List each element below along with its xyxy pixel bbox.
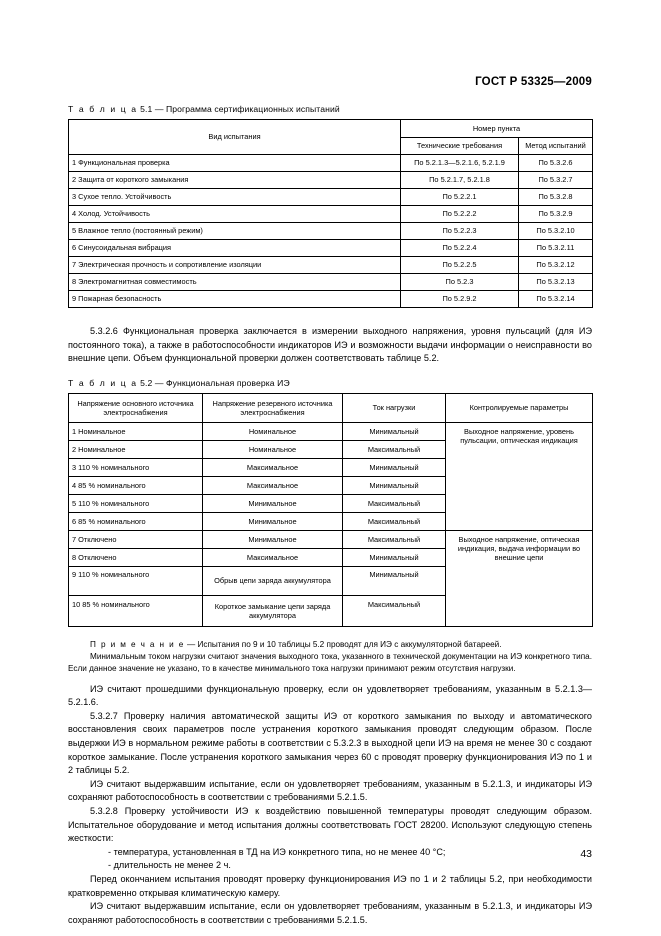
- table-5-1-cell-method: По 5.3.2.11: [519, 240, 593, 257]
- table-5-1-cell-name: 3 Сухое тепло. Устойчивость: [69, 189, 401, 206]
- table-5-2-caption-text: 5.2 — Функциональная проверка ИЭ: [137, 377, 290, 388]
- table-5-2-cell-main: 6 85 % номинального: [69, 512, 203, 530]
- table-row: [69, 291, 593, 308]
- table-5-2-cell-main: 5 110 % номинального: [69, 494, 203, 512]
- page-number: 43: [580, 848, 592, 860]
- table-5-1-cell-req: По 5.2.2.2: [401, 206, 519, 223]
- table-5-1-cell-req: По 5.2.2.1: [401, 189, 519, 206]
- paragraph-conclusion-3: ИЭ считают выдержавшим испытание, если он удовлетворяет требованиям, указанным в 5.2.1.3, и индикаторы ИЭ сохраняют работоспособность в соответствии с требованиями 5.2.1.5.: [68, 901, 592, 925]
- table-5-2-header-load-current: Ток нагрузки: [343, 393, 446, 422]
- table-5-2-cell-main: 4 85 % номинального: [69, 476, 203, 494]
- paragraph-before-end-of-test: Перед окончанием испытания проводят проверку функционирования ИЭ по 1 и 2 таблицы 5.2, при необходимости кратковременно открывая климатическую камеру.: [68, 873, 592, 898]
- table-5-2-cell-current: Максимальный: [343, 595, 446, 626]
- spacer: [68, 627, 592, 639]
- table-5-2-cell-current: Минимальный: [343, 566, 446, 595]
- table-5-1-cell-method: По 5.3.2.13: [519, 274, 593, 291]
- table-5-1-cell-name: 1 Функциональная проверка: [69, 155, 401, 172]
- spacer: [68, 308, 592, 325]
- table-5-2-cell-reserve: Короткое замыкание цепи заряда аккумулятора: [203, 595, 343, 626]
- table-row: [69, 530, 593, 548]
- table-5-1-cell-method: По 5.3.2.12: [519, 257, 593, 274]
- table-5-2-cell-current: Максимальный: [343, 494, 446, 512]
- table-5-1-cell-name: 4 Холод. Устойчивость: [69, 206, 401, 223]
- table-5-2-header-reserve-source: Напряжение резервного источника электроснабжения: [203, 393, 343, 422]
- table-5-2-body: [69, 422, 593, 626]
- table-5-2-cell-current: Минимальный: [343, 458, 446, 476]
- page-content: [68, 104, 592, 927]
- table-5-1-header-method: Метод испытаний: [519, 137, 593, 155]
- standard-header: ГОСТ Р 53325—2009: [475, 76, 592, 88]
- table-5-2-cell-current: Максимальный: [343, 530, 446, 548]
- table-5-2-header-row: [69, 393, 593, 422]
- table-5-1-head: [69, 120, 593, 155]
- table-5-1-cell-req: По 5.2.2.4: [401, 240, 519, 257]
- paragraph-5-3-2-6: 5.3.2.6 Функциональная проверка заключается в измерении выходного напряжения, уровня пульсаций (для ИЭ постоянного тока), а также в работоспособности индикаторов ИЭ и возможности выдачи информации о неисправности во внешние цепи. Объем функциональной проверки должен соответствовать таблице 5.2.: [68, 326, 592, 364]
- table-5-1-cell-req: По 5.2.3: [401, 274, 519, 291]
- table-5-2-header-params: Контролируемые параметры: [446, 393, 593, 422]
- table-5-2-header-main-source: Напряжение основного источника электроснабжения: [69, 393, 203, 422]
- paragraph-conclusion-2: ИЭ считают выдержавшим испытание, если он удовлетворяет требованиям, указанным в 5.2.1.3, и индикаторы ИЭ сохраняют работоспособность в соответствии с требованиями 5.2.1.5.: [68, 778, 592, 803]
- table-row: [69, 172, 593, 189]
- table-5-1-cell-method: По 5.3.2.14: [519, 291, 593, 308]
- table-5-1-cell-req: По 5.2.2.5: [401, 257, 519, 274]
- table-5-2-cell-reserve: Минимальное: [203, 530, 343, 548]
- table-5-1-header-row-1: [69, 120, 593, 138]
- table-row: [69, 274, 593, 291]
- paragraph-5-3-2-7: 5.3.2.7 Проверку наличия автоматической защиты ИЭ от короткого замыкания по выходу и автоматического восстановления своих параметров после устранения короткого замыкания проводят следующим образом. После выдержки ИЭ в нормальном режиме работы в соответствии с 5.3.2.3 в выходной цепи ИЭ на время не менее 30 с создают короткое замыкание. После устранения короткого замыкания через 60 с проводят проверку функционирования ИЭ по 1 и 2 таблицы 5.2.: [68, 710, 592, 776]
- table-5-1-body: [69, 155, 593, 308]
- table-5-2-cell-reserve: Максимальное: [203, 548, 343, 566]
- table-5-1-cell-name: 7 Электрическая прочность и сопротивление изоляции: [69, 257, 401, 274]
- table-5-1-cell-req: По 5.2.1.7, 5.2.1.8: [401, 172, 519, 189]
- table-5-2-cell-reserve: Обрыв цепи заряда аккумулятора: [203, 566, 343, 595]
- table-5-1-cell-name: 5 Влажное тепло (постоянный режим): [69, 223, 401, 240]
- note-text: — Испытания по 9 и 10 таблицы 5.2 проводят для ИЭ с аккумуляторной батареей.: [184, 639, 502, 649]
- table-5-2-cell-main: 8 Отключено: [69, 548, 203, 566]
- paragraph-severity-duration: - длительность не менее 2 ч.: [108, 860, 231, 871]
- table-5-1-caption-text: 5.1 — Программа сертификационных испытаний: [137, 104, 340, 114]
- table-5-2-cell-main: 1 Номинальное: [69, 422, 203, 440]
- paragraph-5-3-2-8: 5.3.2.8 Проверку устойчивости ИЭ к воздействию повышенной температуры проводят следующим образом. Испытательное оборудование и метод испытания должны соответствовать ГОСТ 28200. Используют следующую степень жесткости:: [68, 806, 592, 844]
- table-5-2-cell-current: Минимальный: [343, 548, 446, 566]
- table-5-1-cell-req: По 5.2.1.3—5.2.1.6, 5.2.1.9: [401, 155, 519, 172]
- table-row: [69, 189, 593, 206]
- table-5-1-cell-name: 8 Электромагнитная совместимость: [69, 274, 401, 291]
- table-5-2-cell-params-group-1: Выходное напряжение, уровень пульсации, оптическая индикация: [446, 422, 593, 530]
- table-5-2-cell-reserve: Номинальное: [203, 440, 343, 458]
- table-5-1-header-req: Технические требования: [401, 137, 519, 155]
- table-5-1-cell-req: По 5.2.2.3: [401, 223, 519, 240]
- table-row: [69, 223, 593, 240]
- table-5-1-cell-method: По 5.3.2.8: [519, 189, 593, 206]
- table-5-2-cell-current: Максимальный: [343, 440, 446, 458]
- table-5-2-cell-current: Минимальный: [343, 476, 446, 494]
- table-5-1-header-vid: Вид испытания: [69, 120, 401, 155]
- table-5-2-cell-current: Минимальный: [343, 422, 446, 440]
- note-label: П р и м е ч а н и е: [90, 639, 185, 649]
- table-5-2-cell-main: 2 Номинальное: [69, 440, 203, 458]
- table-5-2: [68, 393, 593, 627]
- spacer: [68, 366, 592, 378]
- spacer: [68, 676, 592, 683]
- table-5-2-note: [68, 639, 592, 651]
- table-5-2-cell-reserve: Минимальное: [203, 512, 343, 530]
- table-5-1-cell-method: По 5.3.2.6: [519, 155, 593, 172]
- table-5-2-cell-reserve: Минимальное: [203, 494, 343, 512]
- table-5-2-cell-current: Максимальный: [343, 512, 446, 530]
- paragraph-conclusion-1: ИЭ считают прошедшими функциональную проверку, если он удовлетворяет требованиям, указанным в 5.2.1.3—5.2.1.6.: [68, 683, 592, 708]
- table-5-1-cell-method: По 5.3.2.7: [519, 172, 593, 189]
- table-5-2-cell-reserve: Максимальное: [203, 458, 343, 476]
- table-row: [69, 257, 593, 274]
- paragraph-severity-temperature: - температура, установленная в ТД на ИЭ конкретного типа, но не менее 40 °С;: [108, 846, 446, 857]
- table-5-2-caption-prefix: Т а б л и ц а: [68, 377, 138, 388]
- table-5-2-cell-params-group-2: Выходное напряжение, оптическая индикация, выдача информации во внешние цепи: [446, 530, 593, 626]
- table-5-1-caption: [68, 104, 592, 114]
- table-5-2-cell-main: 7 Отключено: [69, 530, 203, 548]
- table-5-1-cell-method: По 5.3.2.9: [519, 206, 593, 223]
- table-5-1: [68, 119, 593, 308]
- table-5-1-header-group: Номер пункта: [401, 120, 593, 138]
- table-row: [69, 240, 593, 257]
- table-5-1-cell-method: По 5.3.2.10: [519, 223, 593, 240]
- table-5-1-cell-name: 2 Защита от короткого замыкания: [69, 172, 401, 189]
- table-5-1-cell-name: 9 Пожарная безопасность: [69, 291, 401, 308]
- table-5-1-caption-prefix: Т а б л и ц а: [68, 104, 138, 114]
- table-5-2-caption: [68, 378, 592, 388]
- table-5-2-cell-main: 10 85 % номинального: [69, 595, 203, 626]
- table-5-2-cell-main: 9 110 % номинального: [69, 566, 203, 595]
- table-5-1-cell-name: 6 Синусоидальная вибрация: [69, 240, 401, 257]
- table-row: [69, 422, 593, 440]
- table-5-2-cell-reserve: Максимальное: [203, 476, 343, 494]
- table-row: [69, 155, 593, 172]
- table-5-1-cell-req: По 5.2.9.2: [401, 291, 519, 308]
- table-5-2-note-body: Минимальным током нагрузки считают значения выходного тока, указанного в технической документации на ИЭ конкретного типа. Если данное значение не указано, то в качестве минимального тока нагрузки принимают режим отсутствия нагрузки.: [68, 652, 592, 674]
- table-5-2-cell-reserve: Номинальное: [203, 422, 343, 440]
- table-5-2-cell-main: 3 110 % номинального: [69, 458, 203, 476]
- table-5-2-head: [69, 393, 593, 422]
- table-row: [69, 206, 593, 223]
